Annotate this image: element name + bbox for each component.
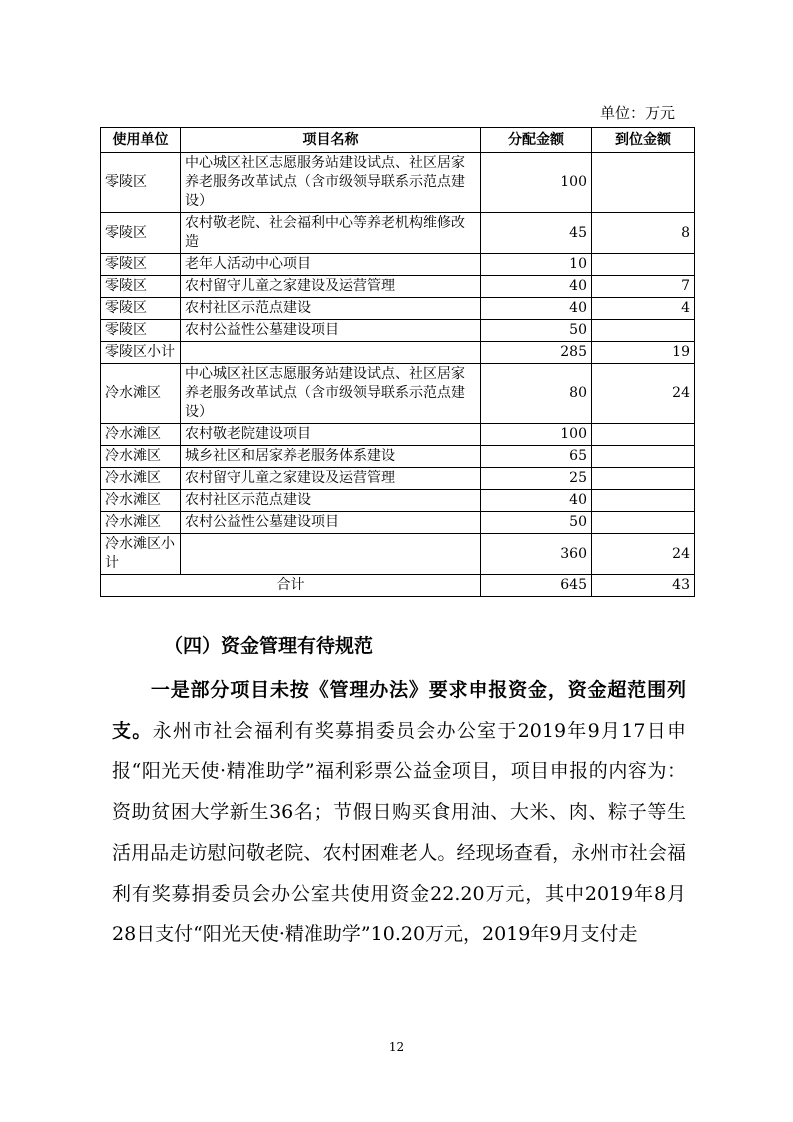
row-allocated: 40 [481,276,592,298]
row-allocated: 80 [481,364,592,424]
table-row [101,254,695,276]
row-received [592,446,695,468]
row-unit: 冷水滩区 [101,364,181,424]
row-unit: 零陵区 [101,320,181,342]
row-received: 4 [592,298,695,320]
row-project-name: 农村敬老院、社会福利中心等养老机构维修改造 [181,213,481,254]
row-allocated: 65 [481,446,592,468]
table-row [101,213,695,254]
row-unit: 零陵区 [101,298,181,320]
fund-table [100,127,695,597]
section-heading: （四）资金管理有待规范 [164,635,374,657]
row-project-name [181,342,481,364]
row-allocated: 50 [481,320,592,342]
row-project-name: 城乡社区和居家养老服务体系建设 [181,446,481,468]
row-project-name: 农村公益性公墓建设项目 [181,320,481,342]
row-allocated: 40 [481,298,592,320]
header-unit: 使用单位 [101,128,181,153]
row-unit: 冷水滩区 [101,512,181,534]
header-received: 到位金额 [592,128,695,153]
table-row [101,490,695,512]
row-allocated: 100 [481,424,592,446]
row-project-name: 农村公益性公墓建设项目 [181,512,481,534]
row-allocated: 10 [481,254,592,276]
unit-label: 单位：万元 [599,104,675,122]
row-unit: 零陵区 [101,254,181,276]
total-received: 43 [592,575,695,597]
row-received [592,320,695,342]
row-received: 8 [592,213,695,254]
row-received [592,153,695,213]
row-allocated: 100 [481,153,592,213]
row-allocated: 25 [481,468,592,490]
row-received [592,424,695,446]
row-received: 24 [592,534,695,575]
table-row [101,468,695,490]
table-row [101,320,695,342]
paragraph-body: 永州市社会福利有奖募捐委员会办公室于2019年9月17日申报“阳光天使·精准助学”福利彩票公益金项目，项目申报的内容为：资助贫困大学新生36名；节假日购买食用油、大米、肉、粽子等生活用品走访慰问敬老院、农村困难老人。经现场查看，永州市社会福利有奖募捐委员会办公室共使用资金22.20万元，其中2019年8月28日支付“阳光天使·精准助学”10.20万元，2019年9月支付走 [112,719,686,946]
row-received [592,512,695,534]
table-row [101,512,695,534]
row-received: 24 [592,364,695,424]
row-project-name: 中心城区社区志愿服务站建设试点、社区居家养老服务改革试点（含市级领导联系示范点建设） [181,364,481,424]
header-project-name: 项目名称 [181,128,481,153]
header-allocated: 分配金额 [481,128,592,153]
table-row [101,424,695,446]
row-project-name: 农村留守儿童之家建设及运营管理 [181,468,481,490]
table-row [101,153,695,213]
row-received: 19 [592,342,695,364]
row-received [592,254,695,276]
row-unit: 零陵区 [101,276,181,298]
row-allocated: 40 [481,490,592,512]
row-received: 7 [592,276,695,298]
paragraph-bold-lead: 一是部分项目未按《管理办法》要求申报资金，资金超范围列支。 [112,679,686,742]
row-project-name: 农村社区示范点建设 [181,298,481,320]
row-unit: 零陵区小计 [101,342,181,364]
row-project-name: 农村社区示范点建设 [181,490,481,512]
row-allocated: 360 [481,534,592,575]
row-unit: 冷水滩区 [101,468,181,490]
row-unit: 冷水滩区 [101,446,181,468]
table-row [101,276,695,298]
table-row [101,534,695,575]
row-received [592,490,695,512]
row-project-name: 中心城区社区志愿服务站建设试点、社区居家养老服务改革试点（含市级领导联系示范点建设） [181,153,481,213]
table-total-row [101,575,695,597]
row-project-name [181,534,481,575]
total-label: 合计 [101,575,481,597]
row-unit: 冷水滩区 [101,424,181,446]
row-allocated: 285 [481,342,592,364]
body-paragraph [112,670,686,955]
table-header-row [101,128,695,153]
row-allocated: 50 [481,512,592,534]
total-allocated: 645 [481,575,592,597]
row-received [592,468,695,490]
row-unit: 零陵区 [101,213,181,254]
row-unit: 冷水滩区 [101,490,181,512]
table-row [101,298,695,320]
page-number: 12 [388,1040,405,1054]
table-row [101,342,695,364]
row-allocated: 45 [481,213,592,254]
row-project-name: 农村敬老院建设项目 [181,424,481,446]
table-row [101,364,695,424]
row-project-name: 农村留守儿童之家建设及运营管理 [181,276,481,298]
row-unit: 冷水滩区小计 [101,534,181,575]
row-unit: 零陵区 [101,153,181,213]
table-row [101,446,695,468]
row-project-name: 老年人活动中心项目 [181,254,481,276]
